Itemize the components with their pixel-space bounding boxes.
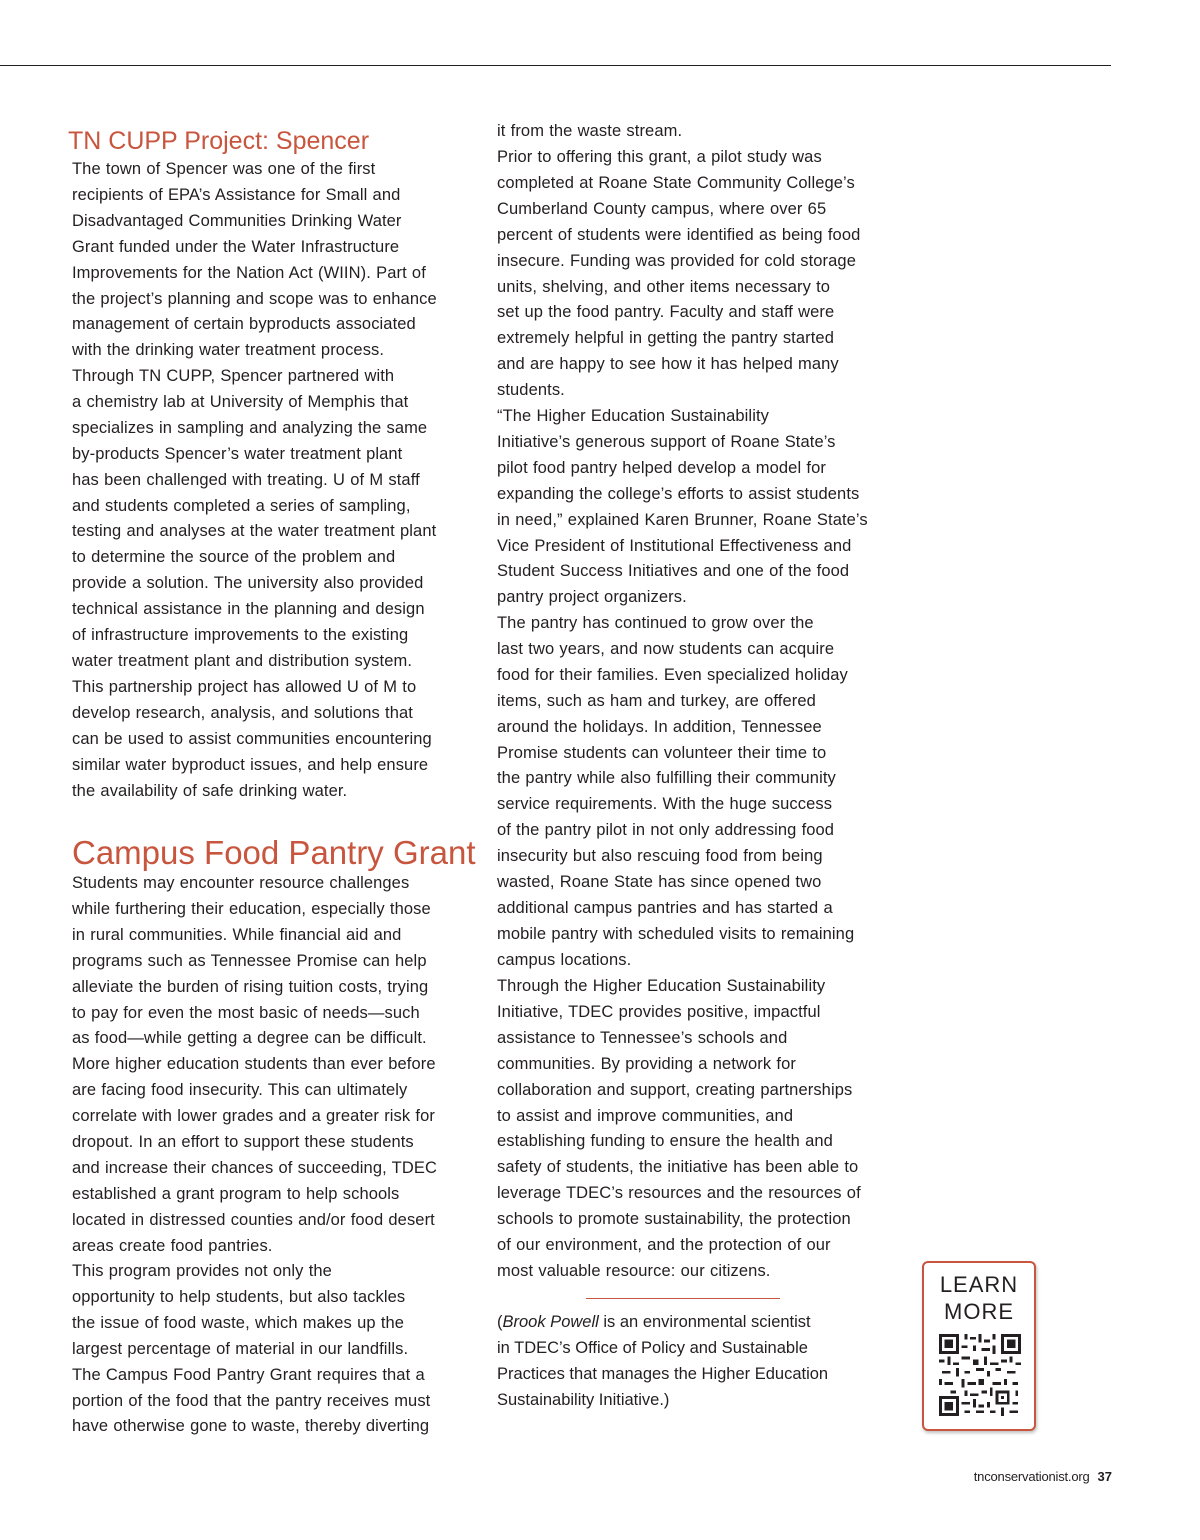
learn-more-label: LEARN MORE xyxy=(939,1272,1019,1324)
section-title-spencer: TN CUPP Project: Spencer xyxy=(68,127,370,155)
paragraph: This program provides not only the opportunity to help students, but also tackles the issue of food waste, which makes up the largest percentage of material in our landfills. The Campus Food Pantry Grant requires that a portion of the food that the pantry receives must have otherwise gone to waste, thereby diverting xyxy=(72,1262,431,1436)
top-rule xyxy=(0,65,1111,66)
paragraph: The town of Spencer was one of the first recipients of EPA’s Assistance for Small and Disadvantaged Communities Drinking Water Grant funded under the Water Infrastructure Improvements for the Nation Act (WIIN). Part of the project’s planning and scope was to enhance management of certain byproducts associated with the drinking water treatment process. xyxy=(72,160,437,360)
learn-more-box[interactable] xyxy=(922,1261,1036,1431)
author-name: Brook Powell xyxy=(502,1313,599,1331)
author-bio xyxy=(497,1310,897,1414)
bio-open: ( xyxy=(497,1313,503,1331)
paragraph: The pantry has continued to grow over the last two years, and now students can acquire food for their families. Even specialized holiday items, such as ham and turkey, are offered around the holidays. In addition, Tennessee Promise students can volunteer their time to the pantry while also fulfilling their community service requirements. With the huge success of the pantry pilot in not only addressing food insecurity but also rescuing food from being wasted, Roane State has since opened two additional campus pantries and has started a mobile pantry with scheduled visits to remaining campus locations. xyxy=(497,614,855,969)
paragraph: Through TN CUPP, Spencer partnered with a chemistry lab at University of Memphis that specializes in sampling and analyzing the same by-products Spencer’s water treatment plant has been challenged with treating. U of M staff and students completed a series of sampling, testing and analyses at the water treatment plant to determine the source of the problem and provide a solution. The university also provided technical assistance in the planning and design of infrastructure improvements to the existing water treatment plant and distribution system. This partnership project has allowed U of M to develop research, analysis, and solutions that can be used to assist communities encountering similar water byproduct issues, and help ensure the availability of safe drinking water. xyxy=(72,367,437,800)
paragraph: Through the Higher Education Sustainability Initiative, TDEC provides positive, impactful assistance to Tennessee’s schools and communities. By providing a network for collaboration and support, creating partnerships to assist and improve communities, and establishing funding to ensure the health and safety of students, the initiative has been able to leverage TDEC’s resources and the resources of schools to promote sustainability, the protection of our environment, and the protection of our most valuable resource: our citizens. xyxy=(497,977,861,1280)
bio-divider xyxy=(586,1298,780,1299)
bio-text: is an environmental scientist in TDEC’s Office of Policy and Sustainable Practices that manages the Higher Education Sustainability Initiative.) xyxy=(497,1313,829,1409)
page-number: 37 xyxy=(1097,1469,1112,1484)
paragraph-quote: “The Higher Education Sustainability Initiative’s generous support of Roane State’s pilot food pantry helped develop a model for expanding the college’s efforts to assist students in need,” explained Karen Brunner, Roane State’s Vice President of Institutional Effectiveness and Student Success Initiatives and one of the food pantry project organizers. xyxy=(497,407,868,607)
page-footer xyxy=(974,1469,1112,1484)
paragraph: it from the waste stream. xyxy=(497,122,683,140)
section-title-food-pantry: Campus Food Pantry Grant xyxy=(72,834,476,871)
paragraph: Prior to offering this grant, a pilot study was completed at Roane State Community College’s Cumberland County campus, where over 65 percent of students were identified as being food insecure. Funding was provided for cold storage units, shelving, and other items necessary to set up the food pantry. Faculty and staff were extremely helpful in getting the pantry started and are happy to see how it has helped many students. xyxy=(497,148,861,400)
footer-site-link[interactable]: tnconservationist.org xyxy=(973,1469,1090,1484)
paragraph: Students may encounter resource challenges while furthering their education, especially those in rural communities. While financial aid and programs such as Tennessee Promise can help alleviate the burden of rising tuition costs, trying to pay for even the most basic of needs—such as food—while getting a degree can be difficult. More higher education students than ever before are facing food insecurity. This can ultimately correlate with lower grades and a greater risk for dropout. In an effort to support these students and increase their chances of succeeding, TDEC established a grant program to help schools located in distressed counties and/or food desert areas create food pantries. xyxy=(72,874,437,1255)
qr-code-icon[interactable] xyxy=(939,1334,1021,1416)
